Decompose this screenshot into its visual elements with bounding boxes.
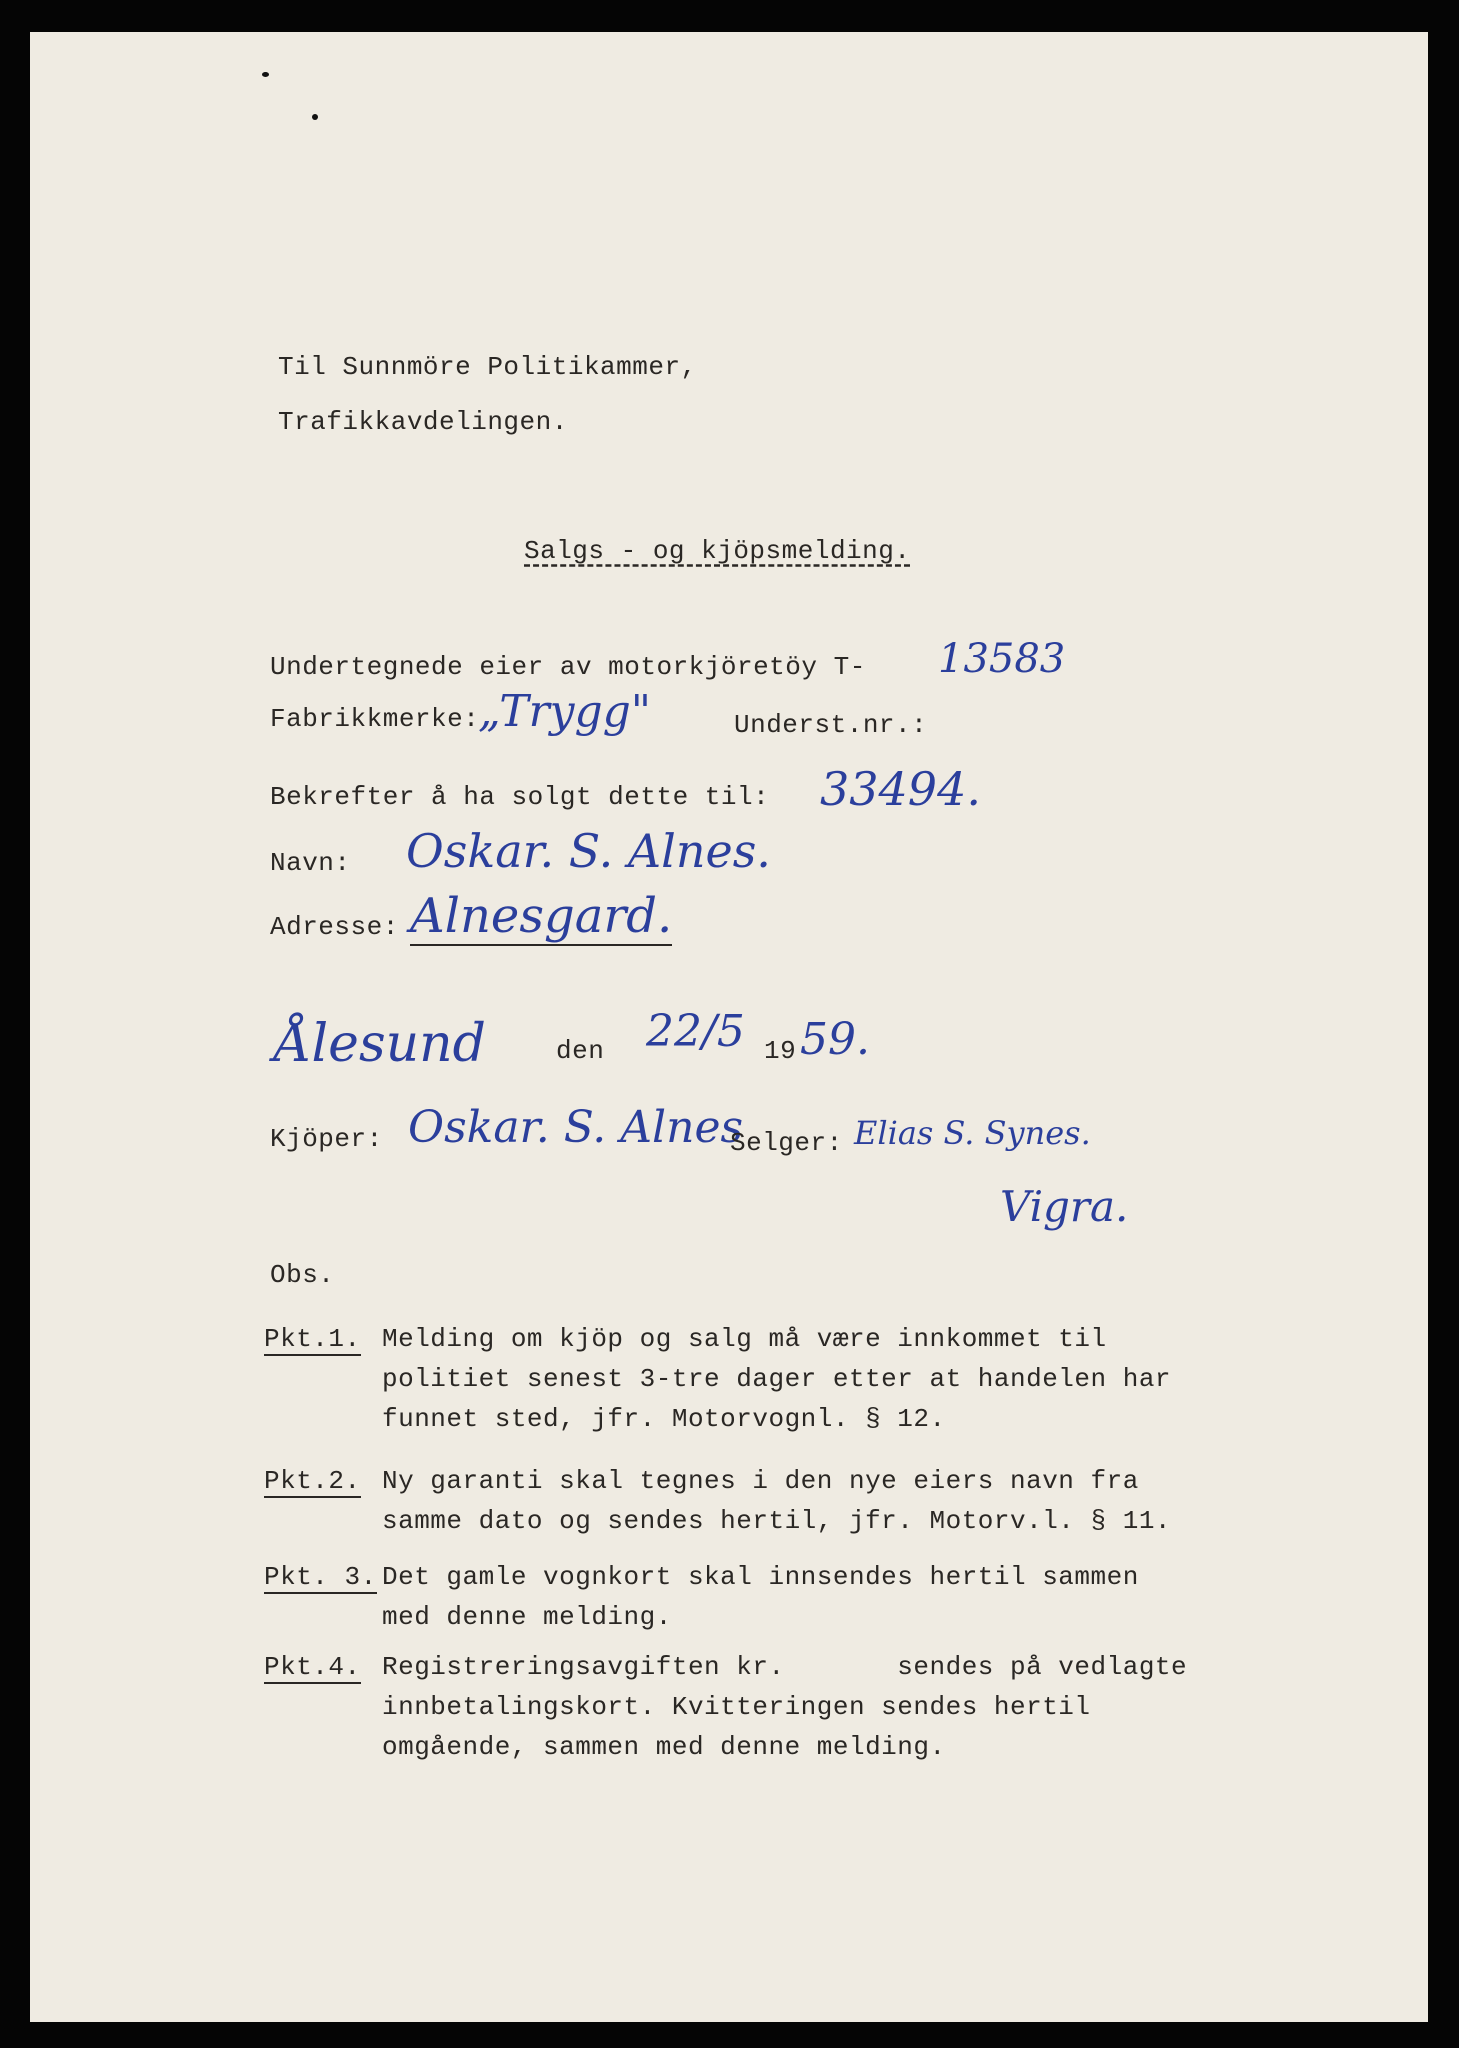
note-2-line-1: Ny garanti skal tegnes i den nye eiers navn fra (382, 1466, 1139, 1496)
recipient-line-2: Trafikkavdelingen. (278, 407, 568, 437)
note-4-line-3: omgående, sammen med denne melding. (382, 1732, 946, 1762)
notes-heading: Obs. (270, 1260, 335, 1290)
address-value: Alnesgard. (410, 888, 673, 944)
document-title: Salgs - og kjöpsmelding. (524, 536, 911, 566)
address-label: Adresse: (270, 912, 399, 942)
seller-label: Selger: (730, 1128, 843, 1158)
date-label: den (556, 1036, 605, 1066)
buyer-value: Oskar. S. Alnes (408, 1102, 744, 1153)
name-value: Oskar. S. Alnes. (406, 824, 771, 878)
date-year-hand: 59. (800, 1014, 870, 1065)
underst-label: Underst.nr.: (734, 710, 928, 740)
note-2-line-2: samme dato og sendes hertil, jfr. Motorv.l. § 11. (382, 1506, 1172, 1536)
note-1-line-1: Melding om kjöp og salg må være innkommet til (382, 1324, 1107, 1354)
owner-label: Undertegnede eier av motorkjöretöy T- (270, 652, 866, 682)
document-page (30, 32, 1428, 2022)
note-3-line-2: med denne melding. (382, 1602, 672, 1632)
note-1-line-3: funnet sted, jfr. Motorvognl. § 12. (382, 1404, 946, 1434)
owner-value: 13583 (938, 636, 1066, 682)
make-value: „Trygg" (478, 686, 652, 737)
make-label: Fabrikkmerke: (270, 704, 480, 734)
note-1-line-2: politiet senest 3-tre dager etter at handelen har (382, 1364, 1172, 1394)
buyer-label: Kjöper: (270, 1124, 383, 1154)
ink-speck (312, 114, 318, 120)
seller-value: Elias S. Synes. (854, 1114, 1091, 1152)
note-3-line-1: Det gamle vognkort skal innsendes hertil sammen (382, 1562, 1139, 1592)
note-3-label: Pkt. 3. (264, 1562, 377, 1592)
ink-speck (262, 72, 269, 77)
note-4-label: Pkt.4. (264, 1652, 361, 1682)
name-label: Navn: (270, 848, 351, 878)
place-value: Ålesund (274, 1014, 486, 1074)
sold-label: Bekrefter å ha solgt dette til: (270, 782, 770, 812)
note-4-line-1: Registreringsavgiften kr. sendes på vedlagte (382, 1652, 1188, 1682)
seller-place: Vigra. (1000, 1182, 1129, 1231)
date-day: 22/5 (646, 1006, 745, 1057)
note-1-label: Pkt.1. (264, 1324, 361, 1354)
recipient-line-1: Til Sunnmöre Politikammer, (278, 352, 697, 382)
date-year-printed: 19 (764, 1036, 797, 1066)
note-2-label: Pkt.2. (264, 1466, 361, 1496)
note-4-line-2: innbetalingskort. Kvitteringen sendes hertil (382, 1692, 1091, 1722)
sold-value: 33494. (820, 762, 981, 816)
